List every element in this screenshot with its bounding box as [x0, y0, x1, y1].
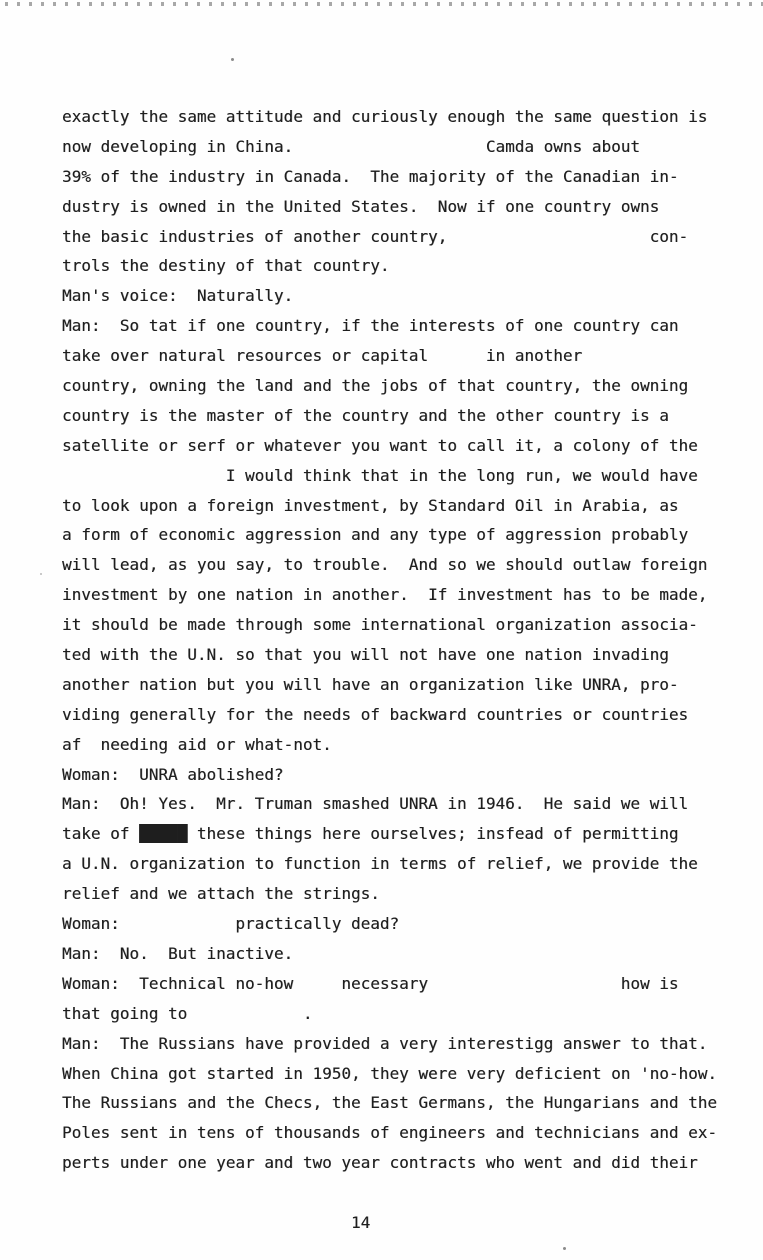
- text-line: Man: The Russians have provided a very interestigg answer to that.: [62, 1033, 708, 1053]
- text-line: dustry is owned in the United States. Now if one country owns: [62, 196, 660, 216]
- text-line: investment by one nation in another. If investment has to be made,: [62, 585, 708, 605]
- text-line: exactly the same attitude and curiously enough the same question is: [62, 107, 708, 126]
- ink-speck: [563, 1247, 566, 1250]
- text-line: perts under one year and two year contracts who went and did their: [62, 1153, 698, 1173]
- text-line: Woman: Technical no-how necessary how is: [62, 973, 679, 993]
- text-line: satellite or serf or whatever you want to call it, a colony of the: [62, 435, 698, 455]
- text-line: will lead, as you say, to trouble. And so we should outlaw foreign: [62, 555, 708, 575]
- transcript-text: [62, 102, 752, 1178]
- text-line: now developing in China. Camda owns about: [62, 136, 640, 156]
- text-line: Man: So tat if one country, if the interests of one country can: [62, 316, 679, 336]
- text-line: Poles sent in tens of thousands of engineers and technicians and ex-: [62, 1123, 718, 1143]
- text-line: it should be made through some international organization associa-: [62, 615, 698, 635]
- text-line: Woman: UNRA abolished?: [62, 764, 284, 784]
- text-line: af needing aid or what-not.: [62, 734, 332, 754]
- text-line: country is the master of the country and the other country is a: [62, 405, 669, 425]
- text-line: country, owning the land and the jobs of that country, the owning: [62, 376, 689, 396]
- text-line: Man: No. But inactive.: [62, 943, 294, 963]
- ink-speck: [231, 58, 234, 61]
- text-line: When China got started in 1950, they were very deficient on 'no-how.: [62, 1063, 718, 1083]
- text-line: that going to .: [62, 1003, 313, 1023]
- text-line: the basic industries of another country, con-: [62, 226, 689, 246]
- text-line: a form of economic aggression and any type of aggression probably: [62, 525, 689, 545]
- page-number: 14: [351, 1213, 371, 1232]
- text-line: take of █████ these things here ourselves; insfead of permitting: [62, 824, 679, 844]
- text-line: trols the destiny of that country.: [62, 256, 390, 276]
- text-line: Man's voice: Naturally.: [62, 286, 294, 306]
- text-line: ted with the U.N. so that you will not have one nation invading: [62, 645, 669, 665]
- perforation-dots: [0, 2, 763, 6]
- text-line: I would think that in the long run, we would have: [62, 465, 698, 485]
- text-line: take over natural resources or capital in another: [62, 346, 583, 366]
- text-line: another nation but you will have an organization like UNRA, pro-: [62, 674, 679, 694]
- text-line: Woman: practically dead?: [62, 914, 400, 934]
- text-line: Man: Oh! Yes. Mr. Truman smashed UNRA in 1946. He said we will: [62, 794, 689, 814]
- text-line: to look upon a foreign investment, by Standard Oil in Arabia, as: [62, 495, 679, 515]
- ink-speck: [40, 573, 42, 575]
- text-line: 39% of the industry in Canada. The majority of the Canadian in-: [62, 166, 679, 186]
- text-line: a U.N. organization to function in terms of relief, we provide the: [62, 854, 698, 874]
- text-line: The Russians and the Checs, the East Germans, the Hungarians and the: [62, 1093, 718, 1113]
- text-line: relief and we attach the strings.: [62, 884, 380, 904]
- text-line: viding generally for the needs of backward countries or countries: [62, 704, 689, 724]
